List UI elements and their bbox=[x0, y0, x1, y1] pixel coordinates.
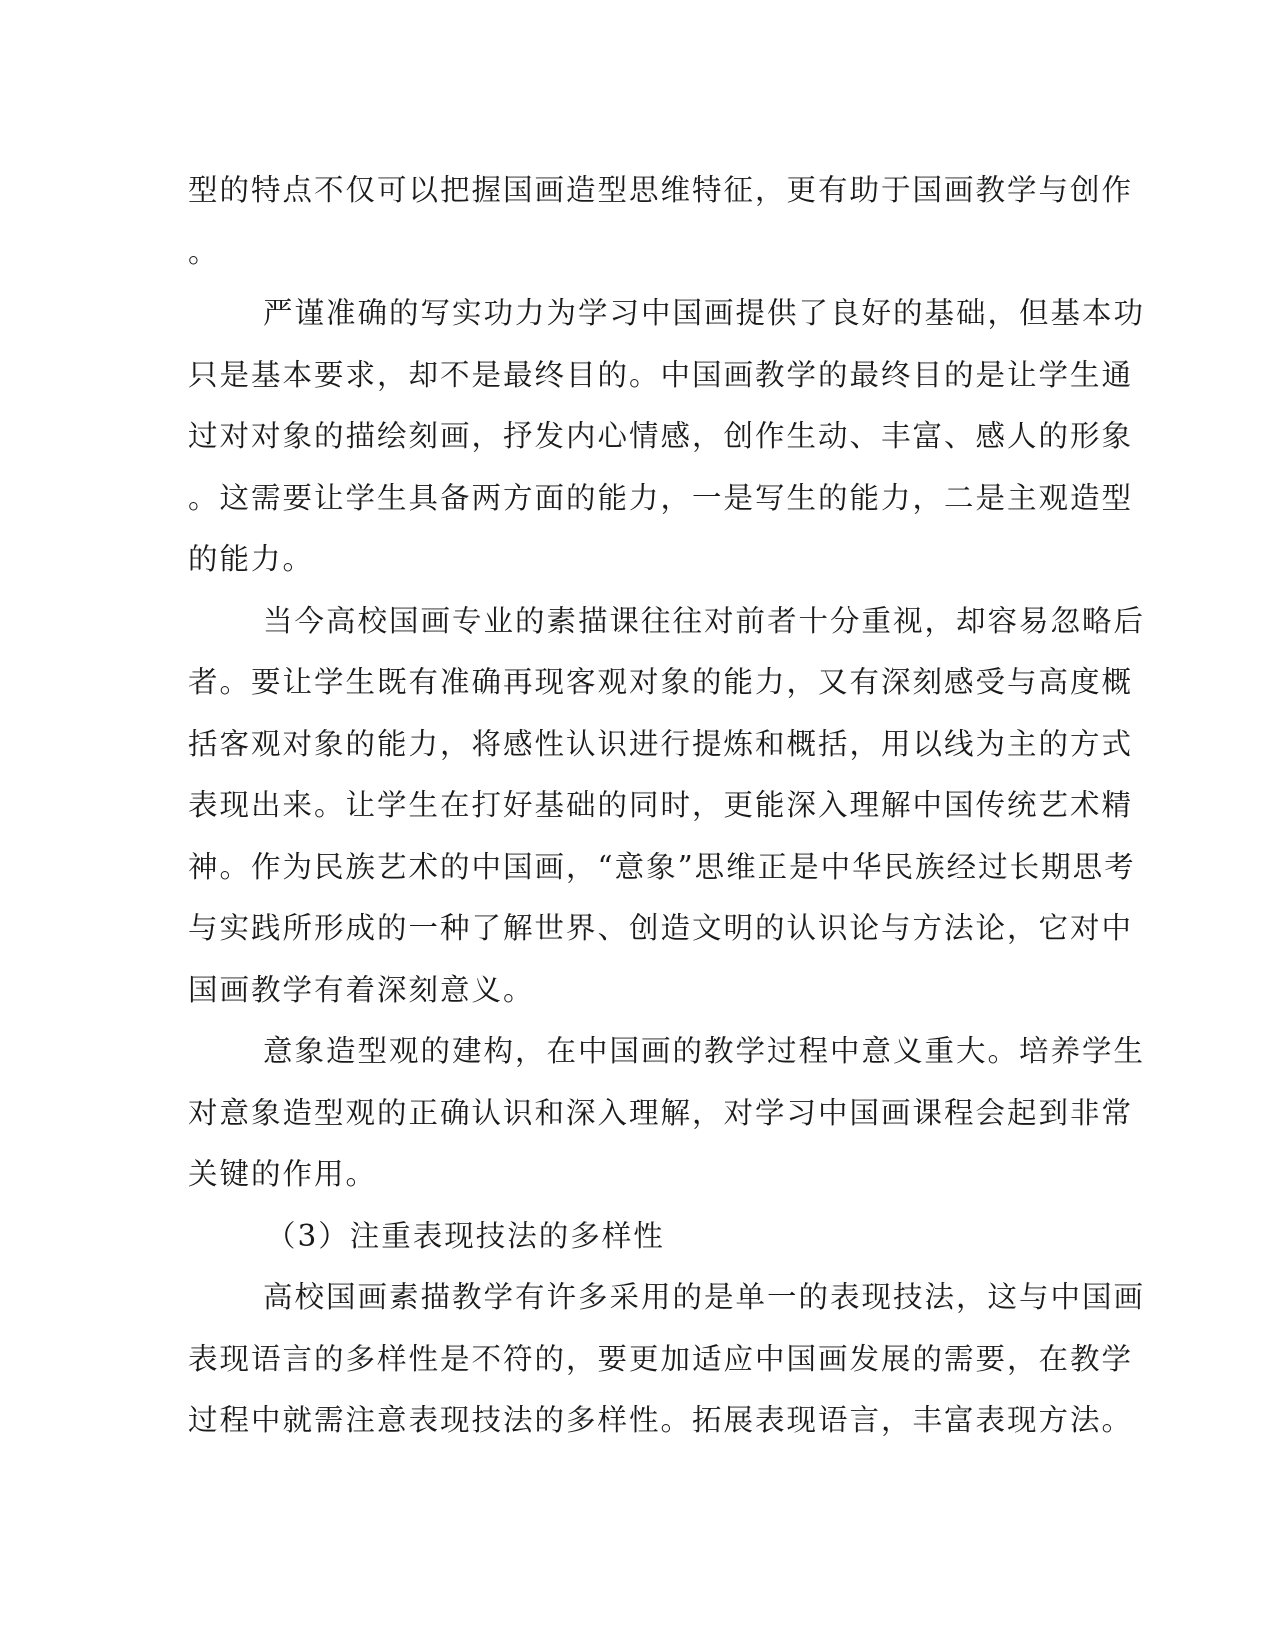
text-line: 与实践所形成的一种了解世界、创造文明的认识论与方法论，它对中 bbox=[188, 911, 1134, 945]
text-line: 。 bbox=[188, 234, 220, 269]
text-line: 表现语言的多样性是不符的，要更加适应中国画发展的需要，在教学 bbox=[188, 1341, 1134, 1376]
text-line: 关键的作用。 bbox=[188, 1157, 378, 1191]
text-line: 对意象造型观的正确认识和深入理解，对学习中国画课程会起到非常 bbox=[188, 1095, 1134, 1130]
text-line: 括客观对象的能力，将感性认识进行提炼和概括，用以线为主的方式 bbox=[188, 726, 1134, 761]
text-line: 表现出来。让学生在打好基础的同时，更能深入理解中国传统艺术精 bbox=[188, 788, 1134, 822]
text-line: 国画教学有着深刻意义。 bbox=[188, 972, 535, 1007]
paragraph-start-line: 严谨准确的写实功力为学习中国画提供了良好的基础，但基本功 bbox=[263, 296, 1146, 330]
section-heading: （3）注重表现技法的多样性 bbox=[266, 1218, 665, 1253]
paragraph-start-line: 意象造型观的建构，在中国画的教学过程中意义重大。培养学生 bbox=[263, 1034, 1146, 1068]
text-line: 过程中就需注意表现技法的多样性。拓展表现语言，丰富表现方法。 bbox=[188, 1403, 1134, 1437]
text-line: 者。要让学生既有准确再现客观对象的能力，又有深刻感受与高度概 bbox=[188, 665, 1134, 699]
text-line: 。这需要让学生具备两方面的能力，一是写生的能力，二是主观造型 bbox=[188, 480, 1134, 515]
document-body bbox=[188, 160, 1146, 1452]
text-line: 神。作为民族艺术的中国画，“意象”思维正是中华民族经过长期思考 bbox=[188, 849, 1136, 884]
text-line: 只是基本要求，却不是最终目的。中国画教学的最终目的是让学生通 bbox=[188, 357, 1134, 392]
paragraph-start-line: 当今高校国画专业的素描课往往对前者十分重视，却容易忽略后 bbox=[263, 603, 1146, 638]
text-line: 的能力。 bbox=[188, 542, 315, 576]
paragraph-start-line: 高校国画素描教学有许多采用的是单一的表现技法，这与中国画 bbox=[263, 1280, 1146, 1314]
text-line: 过对对象的描绘刻画，抒发内心情感，创作生动、丰富、感人的形象 bbox=[188, 419, 1134, 453]
text-line: 型的特点不仅可以把握国画造型思维特征，更有助于国画教学与创作 bbox=[188, 173, 1134, 207]
